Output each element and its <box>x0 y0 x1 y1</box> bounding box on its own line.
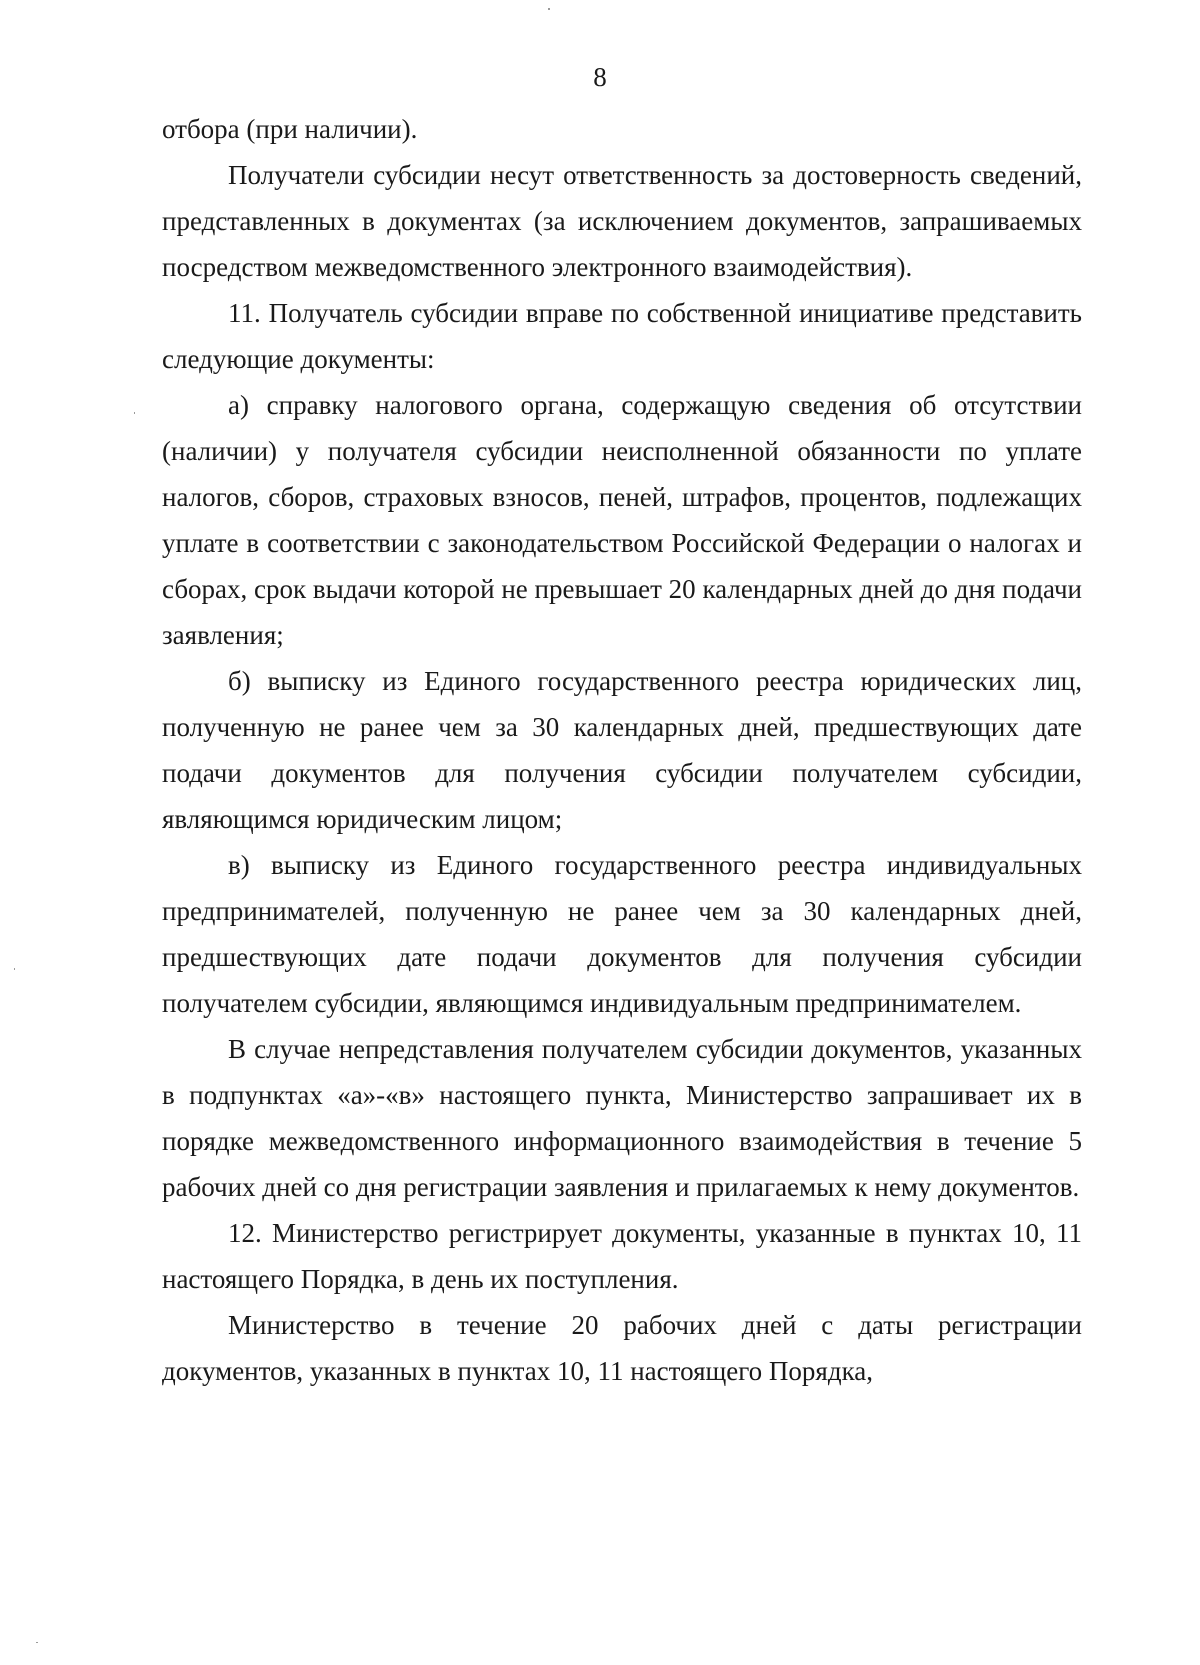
scan-mark <box>14 968 15 970</box>
scan-mark <box>548 8 550 10</box>
paragraph: В случае непредставления получателем субсидии документов, указанных в подпунктах «а»-«в» настоящего пункта, Министерство запрашивает их в порядке межведомственного информационного взаимодействия в течение 5 рабочих дней со дня регистрации заявления и прилагаемых к нему документов. <box>162 1034 1082 1202</box>
paragraph: 11. Получатель субсидии вправе по собственной инициативе представить следующие документы: <box>162 298 1082 374</box>
paragraph: а) справку налогового органа, содержащую сведения об отсутствии (наличии) у получателя субсидии неисполненной обязанности по уплате налогов, сборов, страховых взносов, пеней, штрафов, процентов, подлежащих уплате в соответствии с законодательством Российской Федерации о налогах и сборах, срок выдачи которой не превышает 20 календарных дней до дня подачи заявления; <box>162 390 1082 650</box>
paragraph: 12. Министерство регистрирует документы, указанные в пунктах 10, 11 настоящего Порядка, в день их поступления. <box>162 1218 1082 1294</box>
paragraph: б) выписку из Единого государственного реестра юридических лиц, полученную не ранее чем за 30 календарных дней, предшествующих дате подачи документов для получения субсидии получателем субсидии, являющимся юридическим лицом; <box>162 666 1082 834</box>
paragraph: отбора (при наличии). <box>162 114 418 144</box>
paragraph: в) выписку из Единого государственного реестра индивидуальных предпринимателей, полученную не ранее чем за 30 календарных дней, предшествующих дате подачи документов для получения субсидии получателем субсидии, являющимся индивидуальным предпринимателем. <box>162 850 1082 1018</box>
scan-mark <box>134 412 135 414</box>
document-body <box>162 106 1082 1394</box>
paragraph: Получатели субсидии несут ответственность за достоверность сведений, представленных в документах (за исключением документов, запрашиваемых посредством межведомственного электронного взаимодействия). <box>162 160 1082 282</box>
page-number: 8 <box>593 62 607 92</box>
scan-mark <box>36 1642 38 1643</box>
paragraph: Министерство в течение 20 рабочих дней с даты регистрации документов, указанных в пунктах 10, 11 настоящего Порядка, <box>162 1310 1082 1386</box>
